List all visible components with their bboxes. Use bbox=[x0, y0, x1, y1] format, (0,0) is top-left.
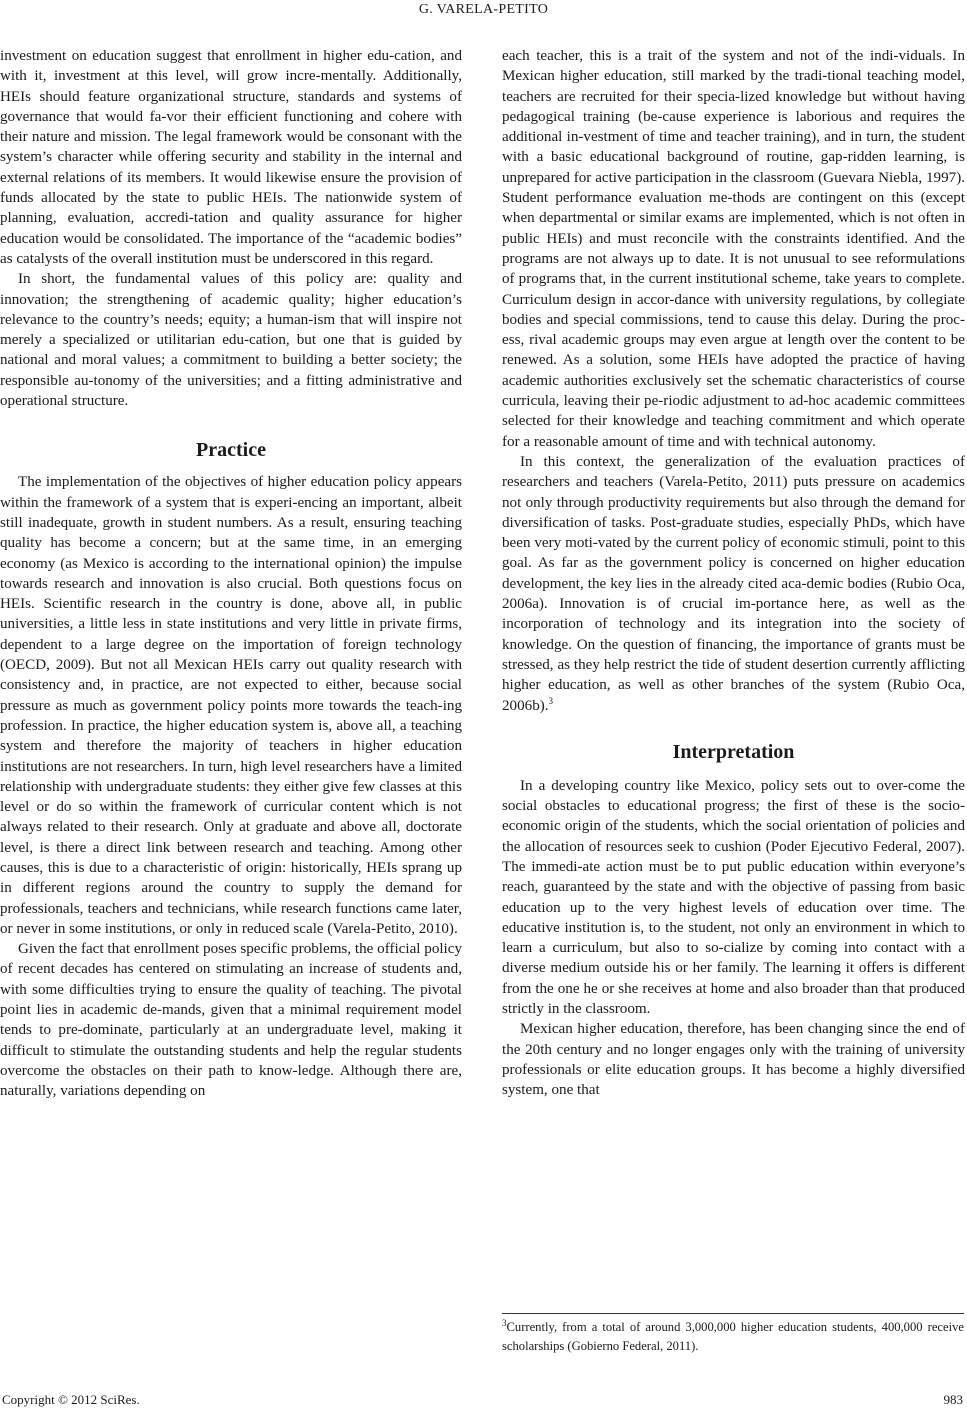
footnote bbox=[502, 1318, 964, 1356]
paragraph bbox=[502, 452, 965, 716]
right-column bbox=[502, 46, 965, 1101]
footnote-divider bbox=[502, 1313, 964, 1314]
paragraph: In a developing country like Mexico, policy sets out to over-come the social obstacles to educational progress; the first of these is the socio-economic origin of the students, which the social orientation of policies and the allocation of resources seek to cushion (Poder Ejecutivo Federal, 2007). The immedi-ate action must be to put public education within everyone’s reach, guaranteed by the state and with the objective of passing from basic education up to the very highest levels of education over time. The educative institution is, to the student, not only an environment in which to learn a curriculum, but also to so-cialize by coming into contact with a diverse medium outside his or her family. The learning it offers is different from the one he or she receives at home and also broader than that produced strictly in the classroom. bbox=[502, 777, 965, 1018]
paragraph: In short, the fundamental values of this policy are: quality and innovation; the strengthening of academic quality; higher education’s relevance to the country’s needs; equity; a human-ism that will inspire not merely a specialized or utilitarian edu-cation, but one that is guided by national and moral values; a commitment to building a better society; the responsible au-tonomy of the universities; and a fitting administrative and operational structure. bbox=[0, 271, 462, 410]
footnote-reference: 3 bbox=[548, 695, 554, 706]
section-heading-interpretation: Interpretation bbox=[672, 740, 795, 763]
footnote-text: Currently, from a total of around 3,000,000 higher education students, 400,000 receive scholarships (Gobierno Federal, 2011). bbox=[502, 1320, 964, 1353]
page-number: 983 bbox=[943, 1392, 963, 1407]
paragraph: The implementation of the objectives of higher education policy appears within the framework of a system that is experi-encing an important, albeit still inadequate, growth in student numbers. As a result, ensuring teaching quality has become a concern; but at the same time, in an emerging economy (as Mexico is according to the international opinion) the impulse towards research and innovation is also crucial. Both questions focus on HEIs. Scientific research in the country is done, above all, in public universities, a little less in state institutions and very little in private firms, dependent to a large degree on the importation of foreign technology (OECD, 2009). But not all Mexican HEIs carry out quality research with consistency and, in practice, are not expected to either, because social pressure as much as government policy points more towards the teach-ing profession. In practice, the higher education system is, above all, a teaching system and therefore the majority of teachers in higher education institutions are not researchers. In turn, high level researchers have a limited relationship with undergraduate students: they either give few classes at this level or do so within the framework of curricular content which is not always related to their research. Only at graduate and above all, doctorate level, is there a direct link between research and teaching. Among other causes, this is due to a characteristic of origin: historically, HEIs sprang up in different regions around the country to supply the demand for professionals, teachers and technicians, while research functions came later, or never in some institutions, or only in reduced scale (Varela-Petito, 2010). bbox=[0, 474, 462, 937]
section-heading-practice: Practice bbox=[196, 439, 266, 462]
paragraph-text: In this context, the generalization of the evaluation practices of researchers and teachers (Varela-Petito, 2011) puts pressure on academics not only through productivity requirements but also through the demand for diversification of tasks. Post-graduate studies, especially PhDs, which have been very moti-vated by the current policy of economic stimuli, point to this goal. As far as the government policy is concerned on higher education development, the key lies in the already cited aca-demic bodies (Rubio Oca, 2006a). Innovation is of crucial im-portance here, as well as the incorporation of technology and its integration into the society of knowledge. On the question of financing, the importance of grants must be stressed, as they help restrict the tide of student desertion currently afflicting higher education, as well as other branches of the system (Rubio Oca, 2006b). bbox=[502, 453, 965, 714]
running-header: G. VARELA-PETITO bbox=[418, 2, 549, 17]
paragraph: Given the fact that enrollment poses specific problems, the official policy of recent decades has centered on stimulating an increase of students and, with some difficulties trying to ensure the quality of teaching. The pivotal point lies in academic de-mands, given that a minimal requirement model tends to pre-dominate, particularly at an undergraduate level, making it difficult to stimulate the outstanding students and help the regular students overcome the obstacles on their path to know-ledge. Although there are, naturally, variations depending on bbox=[0, 941, 462, 1100]
paragraph: Mexican higher education, therefore, has been changing since the end of the 20th century and no longer engages only with the training of university professionals or elite education groups. It has become a highly diversified system, one that bbox=[502, 1021, 965, 1099]
paragraph: each teacher, this is a trait of the system and not of the indi-viduals. In Mexican higher education, still marked by the tradi-tional teaching model, teachers are recruited for their specia-lized knowledge but without having pedagogical training (be-cause experience is laborious and requires the additional in-vestment of time and teacher training), and in turn, the student with a basic educational background of routine, gap-ridden learning, is unprepared for active participation in the classroom (Guevara Niebla, 1997). Student performance evaluation me-thods are contingent on this (except when departmental or similar exams are implemented, which is not often in public HEIs) and must reconcile with the constraints identified. And the programs are not always up to date. It is not unusual to see reformulations of programs that, in the current institutional scheme, take years to complete. Curriculum design in accor-dance with university regulations, by collegiate bodies and special commissions, tend to cause this delay. During the proc-ess, rival academic groups may even argue at length over the content to be renewed. As a solution, some HEIs have adopted the practice of having academic authorities exclusively set the schematic characteristics of course curricula, leaving their pe-riodic adjustment to ad-hoc academic committees selected for their knowledge and teaching commitment and which operate for a reasonable amount of time and with technical autonomy. bbox=[502, 48, 965, 450]
copyright-notice: Copyright © 2012 SciRes. bbox=[2, 1392, 140, 1407]
footnote-mark: 3 bbox=[502, 1317, 507, 1328]
left-column bbox=[0, 46, 462, 1102]
paragraph: investment on education suggest that enrollment in higher edu-cation, and with it, investment at this level, will grow incre-mentally. Additionally, HEIs should feature organizational structure, standards and systems of governance that would fa-vor their efficient functioning and cohere with their nature and mission. The legal framework would be consonant with the system’s character while offering security and stability in the internal and external relations of its members. It would likewise ensure the provision of funds allocated by the state to public HEIs. The nationwide system of planning, evaluation, accredi-tation and quality assurance for higher education would be consolidated. The importance of the “academic bodies” as catalysts of the overall institution must be underscored in this regard. bbox=[0, 48, 462, 267]
